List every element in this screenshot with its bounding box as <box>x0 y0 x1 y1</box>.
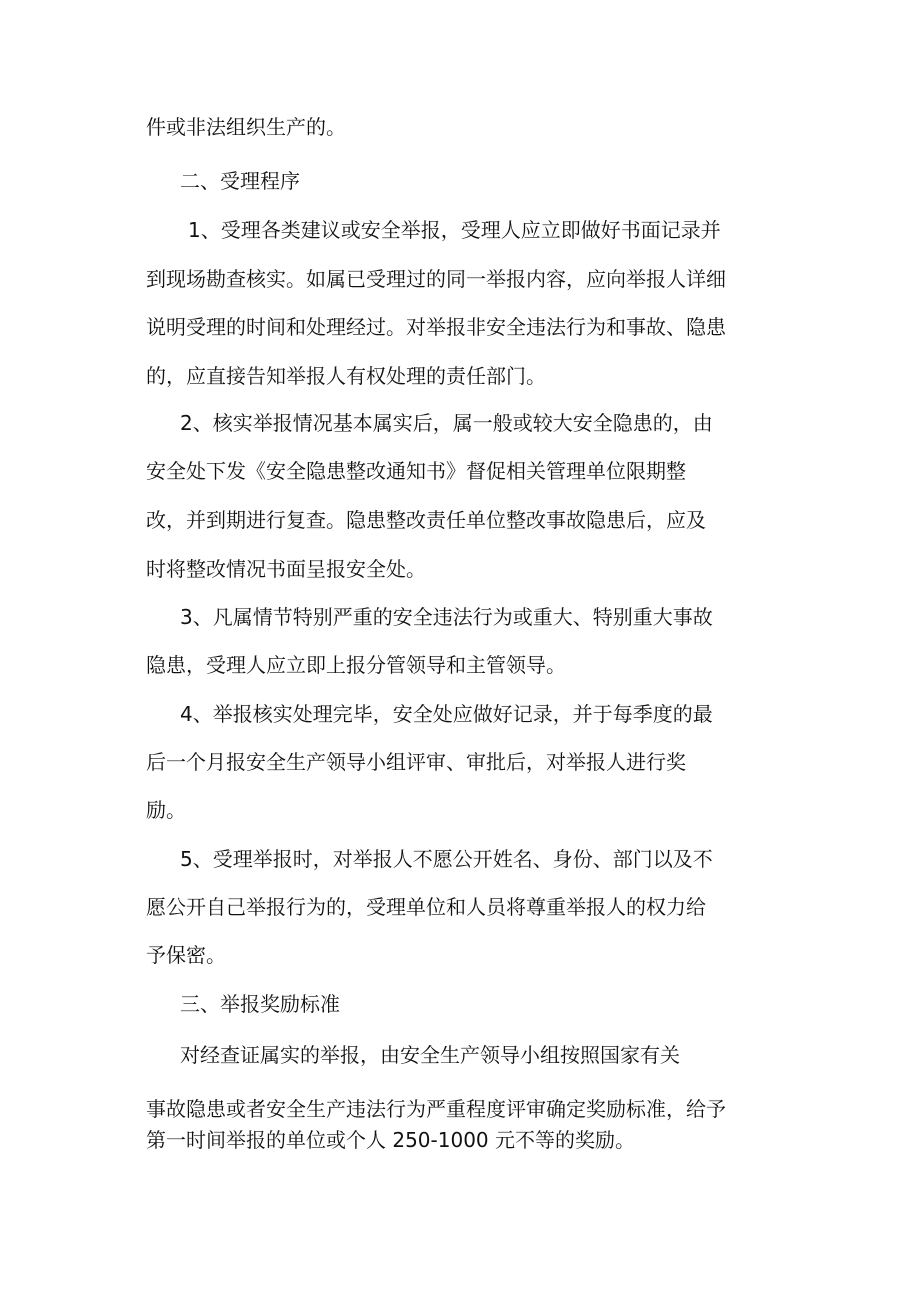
text-line: 2、核实举报情况基本属实后，属一般或较大安全隐患的，由 <box>180 411 713 435</box>
text-line: 隐患，受理人应立即上报分管领导和主管领导。 <box>146 653 566 677</box>
text-line: 时将整改情况书面呈报安全处。 <box>146 557 426 581</box>
section-heading: 三、举报奖励标准 <box>180 992 340 1016</box>
text-line: 予保密。 <box>146 943 226 967</box>
text-line: 事故隐患或者安全生产违法行为严重程度评审确定奖励标准，给予 <box>146 1097 726 1121</box>
text-line: 改，并到期进行复查。隐患整改责任单位整改事故隐患后，应及 <box>146 508 706 532</box>
text-line: 安全处下发《安全隐患整改通知书》督促相关管理单位限期整 <box>146 459 686 483</box>
text-line: 第一时间举报的单位或个人 250-1000 元不等的奖励。 <box>146 1128 636 1152</box>
text-line: 4、举报核实处理完毕，安全处应做好记录，并于每季度的最 <box>180 702 713 726</box>
text-line: 5、受理举报时，对举报人不愿公开姓名、身份、部门以及不 <box>180 847 713 871</box>
text-line: 3、凡属情节特别严重的安全违法行为或重大、特别重大事故 <box>180 605 713 629</box>
text-line: 后一个月报安全生产领导小组评审、审批后，对举报人进行奖 <box>146 750 686 774</box>
text-line: 励。 <box>146 798 186 822</box>
section-heading: 二、受理程序 <box>180 169 300 193</box>
text-line: 的，应直接告知举报人有权处理的责任部门。 <box>146 364 546 388</box>
text-line: 对经查证属实的举报，由安全生产领导小组按照国家有关 <box>180 1043 680 1067</box>
text-line: 件或非法组织生产的。 <box>146 115 346 139</box>
text-line: 到现场勘查核实。如属已受理过的同一举报内容，应向举报人详细 <box>146 267 726 291</box>
text-line: 愿公开自己举报行为的，受理单位和人员将尊重举报人的权力给 <box>146 895 706 919</box>
text-line: 1、受理各类建议或安全举报，受理人应立即做好书面记录并 <box>188 218 721 242</box>
text-line: 说明受理的时间和处理经过。对举报非安全违法行为和事故、隐患 <box>146 315 726 339</box>
